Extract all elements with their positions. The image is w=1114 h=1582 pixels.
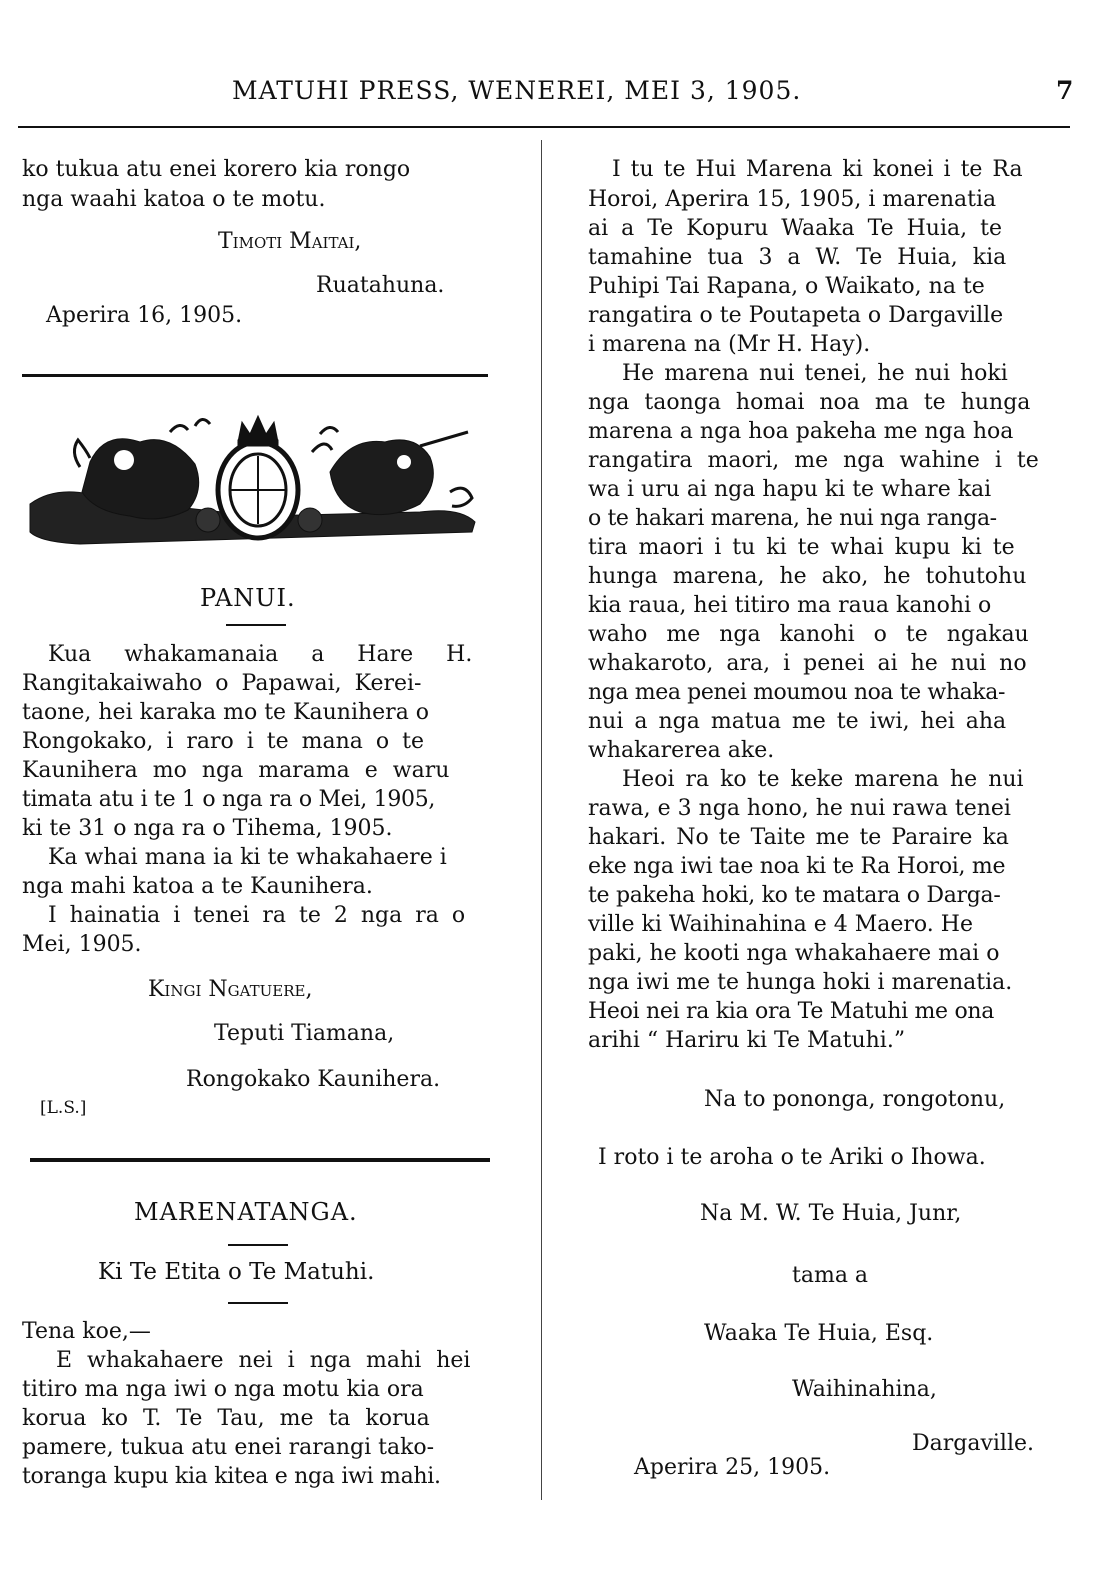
intro-place: Ruatahuna. bbox=[316, 273, 445, 298]
marenatanga-line: pamere, tukua atu enei rarangi tako- bbox=[22, 1435, 435, 1460]
article-line: kia raua, hei titiro ma raua kanohi o bbox=[588, 593, 992, 618]
article-line: rawa, e 3 nga hono, he nui rawa tenei bbox=[588, 796, 1011, 821]
article-line: tira maori i tu ki te whai kupu ki te bbox=[588, 535, 1015, 560]
marenatanga-title-rule bbox=[228, 1244, 288, 1246]
panui-line: Rangitakaiwaho o Papawai, Kerei- bbox=[22, 671, 422, 696]
panui-line: ki te 31 o nga ra o Tihema, 1905. bbox=[22, 816, 393, 841]
section-rule bbox=[22, 374, 488, 377]
article-line: I tu te Hui Marena ki konei i te Ra bbox=[612, 157, 1023, 182]
closing-line: Waihinahina, bbox=[792, 1377, 937, 1402]
panui-signer-role: Teputi Tiamana, bbox=[214, 1021, 395, 1046]
section-rule bbox=[30, 1158, 490, 1162]
article-line: marena a nga hoa pakeha me nga hoa bbox=[588, 419, 1014, 444]
article-line: rangatira maori, me nga wahine i te bbox=[588, 448, 1039, 473]
article-line: Heoi ra ko te keke marena he nui bbox=[622, 767, 1024, 792]
marenatanga-line: toranga kupu kia kitea e nga iwi mahi. bbox=[22, 1464, 441, 1489]
closing-line: Na M. W. Te Huia, Junr, bbox=[700, 1201, 962, 1226]
article-line: hakari. No te Taite me te Paraire ka bbox=[588, 825, 1009, 850]
panui-line: Kaunihera mo nga marama e waru bbox=[22, 758, 450, 783]
panui-line: Kua whakamanaia a Hare H. bbox=[48, 642, 473, 667]
unicorn-figure bbox=[330, 440, 433, 515]
closing-line: Dargaville. bbox=[912, 1431, 1035, 1456]
article-line: o te hakari marena, he nui nga ranga- bbox=[588, 506, 997, 531]
marenatanga-salutation: Tena koe,— bbox=[22, 1319, 151, 1344]
marenatanga-subtitle-rule bbox=[228, 1302, 288, 1304]
closing-date: Aperira 25, 1905. bbox=[634, 1455, 831, 1480]
panui-seal: [L.S.] bbox=[40, 1098, 87, 1118]
panui-title-rule bbox=[226, 624, 286, 626]
article-line: nga iwi me te hunga hoki i marenatia. bbox=[588, 970, 1013, 995]
article-line: Puhipi Tai Rapana, o Waikato, na te bbox=[588, 274, 985, 299]
marenatanga-line: korua ko T. Te Tau, me ta korua bbox=[22, 1406, 430, 1431]
article-line: paki, he kooti nga whakahaere mai o bbox=[588, 941, 1000, 966]
article-line: nga mea penei moumou noa te whaka- bbox=[588, 680, 1005, 705]
article-line: i marena na (Mr H. Hay). bbox=[588, 332, 871, 357]
panui-line: timata atu i te 1 o nga ra o Mei, 1905, bbox=[22, 787, 436, 812]
column-divider bbox=[541, 140, 542, 1500]
page-header-title: MATUHI PRESS, WENEREI, MEI 3, 1905. bbox=[232, 76, 802, 105]
marenatanga-line: titiro ma nga iwi o nga motu kia ora bbox=[22, 1377, 424, 1402]
article-line: He marena nui tenei, he nui hoki bbox=[622, 361, 1008, 386]
intro-date: Aperira 16, 1905. bbox=[46, 303, 243, 328]
article-line: tamahine tua 3 a W. Te Huia, kia bbox=[588, 245, 1007, 270]
panui-signer: Kingi Ngatuere, bbox=[148, 977, 313, 1002]
article-line: Heoi nei ra kia ora Te Matuhi me ona bbox=[588, 999, 995, 1024]
panui-signer-org: Rongokako Kaunihera. bbox=[186, 1067, 441, 1092]
page-number: 7 bbox=[1056, 76, 1075, 105]
article-line: whakarerea ake. bbox=[588, 738, 775, 763]
article-line: te pakeha hoki, ko te matara o Darga- bbox=[588, 883, 1001, 908]
article-line: Horoi, Aperira 15, 1905, i marenatia bbox=[588, 187, 997, 212]
article-line: ai a Te Kopuru Waaka Te Huia, te bbox=[588, 216, 1002, 241]
marenatanga-subtitle: Ki Te Etita o Te Matuhi. bbox=[98, 1259, 375, 1285]
article-line: eke nga iwi tae noa ki te Ra Horoi, me bbox=[588, 854, 1006, 879]
closing-line: tama a bbox=[792, 1263, 869, 1288]
article-line: nga taonga homai noa ma te hunga bbox=[588, 390, 1031, 415]
intro-line: nga waahi katoa o te motu. bbox=[22, 187, 326, 212]
article-line: wa i uru ai nga hapu ki te whare kai bbox=[588, 477, 992, 502]
article-line: nui a nga matua me te iwi, hei aha bbox=[588, 709, 1007, 734]
panui-line: I hainatia i tenei ra te 2 nga ra o bbox=[48, 903, 466, 928]
article-line: hunga marena, he ako, he tohutohu bbox=[588, 564, 1027, 589]
coat-of-arms-illustration bbox=[20, 412, 490, 562]
intro-signature: Timoti Maitai, bbox=[218, 229, 362, 254]
panui-line: nga mahi katoa a te Kaunihera. bbox=[22, 874, 373, 899]
marenatanga-line: E whakahaere nei i nga mahi hei bbox=[56, 1348, 471, 1373]
panui-title: PANUI. bbox=[200, 584, 296, 612]
panui-line: taone, hei karaka mo te Kaunihera o bbox=[22, 700, 430, 725]
header-rule bbox=[18, 126, 1070, 128]
crown bbox=[238, 416, 278, 442]
marenatanga-title: MARENATANGA. bbox=[134, 1198, 358, 1226]
panui-line: Mei, 1905. bbox=[22, 932, 142, 957]
closing-line: Na to pononga, rongotonu, bbox=[704, 1087, 1006, 1112]
panui-line: Ka whai mana ia ki te whakahaere i bbox=[48, 845, 447, 870]
article-line: arihi “ Hariru ki Te Matuhi.” bbox=[588, 1028, 906, 1053]
closing-line: Waaka Te Huia, Esq. bbox=[704, 1321, 934, 1346]
panui-line: Rongokako, i raro i te mana o te bbox=[22, 729, 424, 754]
closing-line: I roto i te aroha o te Ariki o Ihowa. bbox=[598, 1145, 986, 1170]
article-line: whakaroto, ara, i penei ai he nui no bbox=[588, 651, 1027, 676]
lion-figure bbox=[82, 439, 199, 519]
article-line: ville ki Waihinahina e 4 Maero. He bbox=[588, 912, 973, 937]
article-line: rangatira o te Poutapeta o Dargaville bbox=[588, 303, 1004, 328]
intro-line: ko tukua atu enei korero kia rongo bbox=[22, 157, 411, 182]
article-line: waho me nga kanohi o te ngakau bbox=[588, 622, 1029, 647]
